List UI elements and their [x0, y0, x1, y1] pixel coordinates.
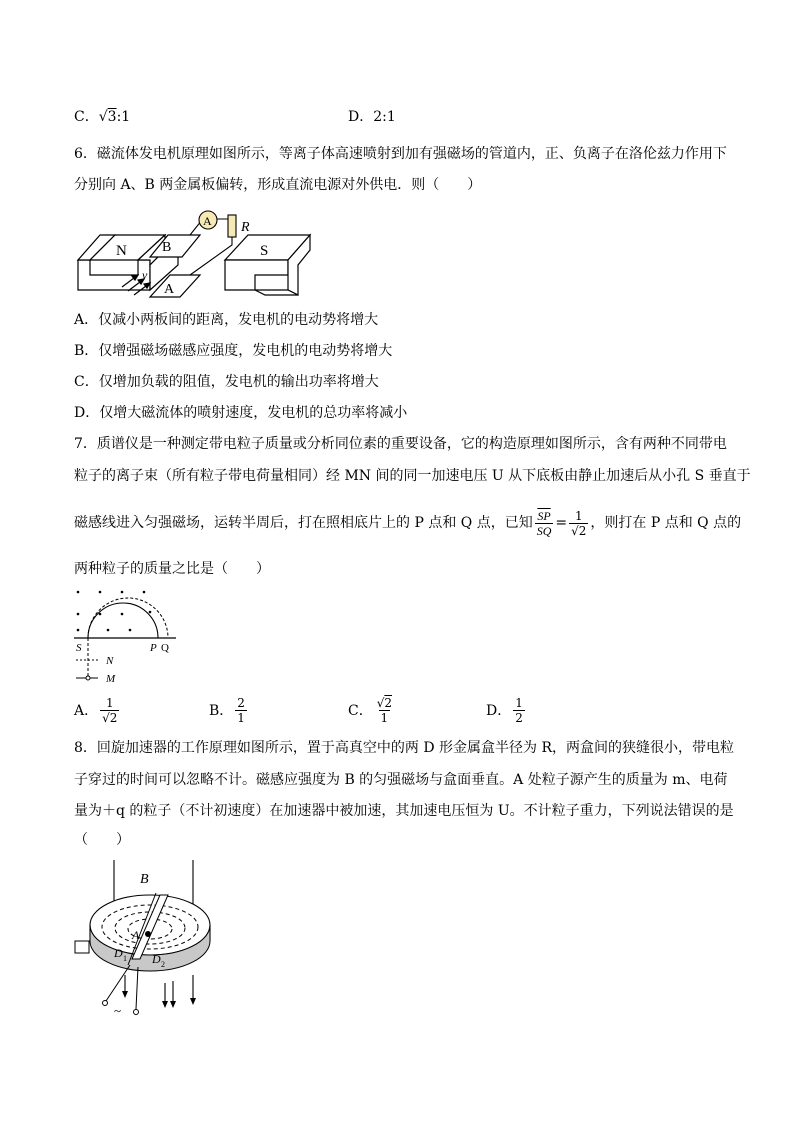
q7-option-d: D． $\frac{1}{2}$ — [486, 695, 523, 725]
q5-option-c: C．√3:1 — [74, 109, 131, 125]
resistor — [228, 215, 236, 237]
s-label: S — [260, 243, 269, 259]
q7-option-c: C． $\frac{√2}{1}$ — [348, 695, 393, 725]
sqrt-symbol: √ — [98, 109, 108, 125]
mass-spectrometer-figure — [70, 584, 180, 690]
n-label: N — [116, 243, 127, 259]
q7-stem-line1: 7．质谱仪是一种测定带电粒子质量或分析同位素的重要设备，它的构造原理如图所示，含有两种不同带电 — [74, 436, 727, 452]
cyclotron-figure — [70, 855, 230, 1020]
q7-option-b: B． $\frac{2}{1}$ — [209, 695, 245, 725]
q6-stem-line1: 6．磁流体发电机原理如图所示，等离子体高速喷射到加有强磁场的管道内，正、负离子在洛伦兹力作用下 — [74, 146, 727, 162]
q7-stem-line3: 磁感线进入匀强磁场，运转半周后，打在照相底片上的 P 点和 Q 点，已知 $\frac{\overline{SP}}{SQ}$ = $\frac{1}{√2}$ ，则打在 P 点和 Q 点的 — [74, 508, 742, 538]
svg-text:1: 1 — [123, 954, 127, 963]
svg-text:Q: Q — [161, 642, 169, 654]
svg-text:B: B — [140, 872, 149, 887]
ratio-value: $\frac{1}{√2}$ — [571, 508, 587, 538]
svg-text:~: ~ — [114, 1003, 122, 1018]
ratio-fraction: $\frac{\overline{SP}}{SQ}$ — [536, 508, 552, 538]
svg-text:P: P — [150, 642, 157, 654]
field-dots — [77, 591, 152, 632]
q8-stem-line1: 8．回旋加速器的工作原理如图所示，置于高真空中的两 D 形金属盒半径为 R，两盒间的狭缝很小，带电粒 — [74, 740, 735, 756]
q7-option-a: A． $\frac{1}{√2}$ — [74, 695, 118, 725]
plate-a-label: A — [164, 282, 175, 297]
trajectory-p — [88, 603, 158, 638]
velocity-label: v — [142, 268, 148, 282]
q6-option-d: D．仅增大磁流体的喷射速度，发电机的总功率将减小 — [74, 405, 408, 421]
q6-option-c: C．仅增加负载的阻值，发电机的输出功率将增大 — [74, 374, 379, 390]
mhd-generator-figure — [70, 205, 315, 305]
q7-stem-line4: 两种粒子的质量之比是（ ） — [74, 561, 270, 577]
svg-text:D: D — [114, 946, 123, 960]
svg-text:M: M — [106, 673, 116, 685]
svg-text:N: N — [106, 655, 114, 667]
q6-option-b: B．仅增强磁场磁感应强度，发电机的电动势将增大 — [74, 343, 393, 359]
svg-text:2: 2 — [161, 960, 165, 969]
q6-stem-line2: 分别向 A、B 两金属板偏转，形成直流电源对外供电．则（ ） — [74, 177, 482, 193]
q5-option-d: D．2:1 — [348, 109, 396, 125]
q6-option-a: A．仅减小两板间的距离，发电机的电动势将增大 — [74, 312, 379, 328]
q8-stem-line3: 量为＋q 的粒子（不计初速度）在加速器中被加速，其加速电压恒为 U。不计粒子重力，下列说法错误的是 — [74, 803, 734, 819]
ammeter-label: A — [203, 214, 212, 228]
q8-stem-line2: 子穿过的时间可以忽略不计。磁感应强度为 B 的匀强磁场与盒面垂直。A 处粒子源产生的质量为 m、电荷 — [74, 772, 728, 788]
svg-text:S: S — [76, 642, 82, 654]
resistor-label: R — [241, 220, 250, 235]
q7-stem-line2: 粒子的离子束（所有粒子带电荷量相同）经 MN 间的同一加速电压 U 从下底板由静止加速后从小孔 S 垂直于 — [74, 468, 751, 484]
q8-stem-line4: （ ） — [74, 832, 130, 848]
trajectory-q — [88, 598, 168, 638]
plate-b-label: B — [162, 240, 172, 255]
particle-source — [145, 931, 151, 937]
svg-text:D: D — [152, 952, 161, 966]
svg-text:A: A — [132, 928, 140, 942]
